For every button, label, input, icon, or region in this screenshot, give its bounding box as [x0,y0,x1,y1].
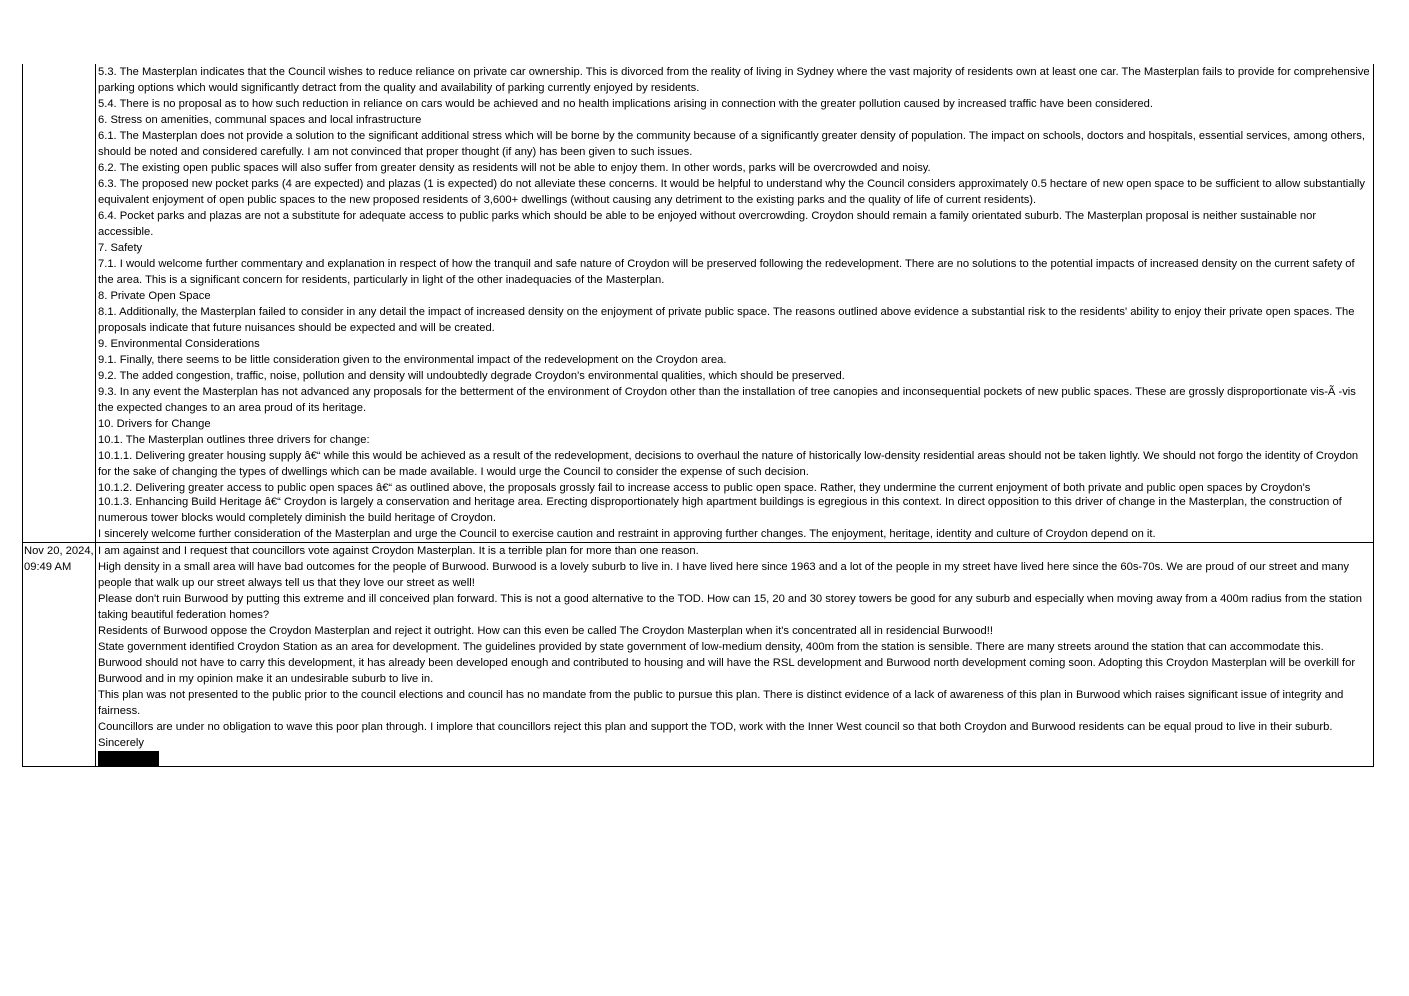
text-line: 5.3. The Masterplan indicates that the Council wishes to reduce reliance on private car ownership. This is divorced from the reality of living in Sydney where the vast majority of residents own at least one car. The Masterplan fails to provide for comprehensive parking options which would significantly detract from the quality and availability of parking currently enjoyed by residents. [98,66,1370,94]
text-line: 8.1. Additionally, the Masterplan failed to consider in any detail the impact of increased density on the enjoyment of private public space. The reasons outlined above evidence a substantial risk to the residents' ability to enjoy their private open spaces. The proposals indicate that future nuisances should be expected and will be created. [98,306,1355,334]
text-line: 10.1.3. Enhancing Build Heritage â€“ Croydon is largely a conservation and heritage area. Erecting disproportionately high apartment buildings is egregious in this context. In direct opposition to this driver of change in the Masterplan, the construction of numerous tower blocks would completely diminish the build heritage of Croydon. [98,496,1342,524]
text-line-clipped: 10.1.2. Delivering greater access to public open spaces â€“ as outlined above, the proposals grossly fail to increase access to public open space. Rather, they undermine the current enjoyment of both private and public open spaces by Croydon's [98,482,1311,494]
date-cell [23,64,95,542]
submission-text-cell [95,64,1373,542]
text-line: 6.1. The Masterplan does not provide a solution to the significant additional stress which will be borne by the community because of a significantly greater density of population. The impact on schools, doctors and hospitals, essential services, among others, should be noted and considered carefully. I am not convinced that proper thought (if any) has been given to such issues. [98,130,1365,158]
text-line: 6.2. The existing open public spaces will also suffer from greater density as residents will not be able to enjoy them. In other words, parks will be overcrowded and noisy. [98,162,931,174]
text-line: This plan was not presented to the public prior to the council elections and council has no mandate from the public to pursue this plan. There is distinct evidence of a lack of awareness of this plan in Burwood which raises significant issue of integrity and fairness. [98,689,1344,717]
text-line: 5.4. There is no proposal as to how such reduction in reliance on cars would be achieved and no health implications arising in connection with the greater pollution caused by increased traffic have been considered. [98,98,1153,110]
redacted-signature [98,751,159,766]
text-line: I sincerely welcome further consideration of the Masterplan and urge the Council to exercise caution and restraint in approving further changes. The enjoyment, heritage, identity and culture of Croydon depend on it. [98,528,1156,540]
table-row [22,542,1374,767]
text-line: Burwood should not have to carry this development, it has already been developed enough and contributed to housing and will have the RSL development and Burwood north development coming soon. Adopting this Croydon Masterplan will be overkill for Burwood and in my opinion make it an undesirable suburb to live in. [98,657,1356,685]
text-line: 10.1.1. Delivering greater housing supply â€“ while this would be achieved as a result of the redevelopment, decisions to overhaul the nature of historically low-density residential areas should not be taken lightly. We should not forgo the identity of Croydon for the sake of changing the types of dwellings which can be made available. I would urge the Council to consider the expense of such decision. [98,450,1359,478]
text-line: 6.3. The proposed new pocket parks (4 are expected) and plazas (1 is expected) do not alleviate these concerns. It would be helpful to understand why the Council considers approximately 0.5 hectare of new open space to be sufficient to allow substantially equivalent enjoyment of open public spaces to the new proposed residents of 3,600+ dwellings (without causing any detriment to the existing parks and the quality of life of current residents). [98,178,1366,206]
text-line: 6. Stress on amenities, communal spaces and local infrastructure [98,114,422,126]
text-line: 9.3. In any event the Masterplan has not advanced any proposals for the betterment of the environment of Croydon other than the installation of tree canopies and inconsequential pockets of new public spaces. These are grossly disproportionate vis-Ã -vis the expected changes to an area proud of its heritage. [98,386,1356,414]
text-line: 7.1. I would welcome further commentary and explanation in respect of how the tranquil and safe nature of Croydon will be preserved following the redevelopment. There are no solutions to the potential impacts of increased density on the current safety of the area. This is a significant concern for residents, particularly in light of the other inadequacies of the Masterplan. [98,258,1355,286]
table-row [22,64,1374,542]
text-line: State government identified Croydon Station as an area for development. The guidelines provided by state government of low-medium density, 400m from the station is sensible. There are many streets around the station that can accommodate this. [98,641,1324,653]
text-line: 9.1. Finally, there seems to be little consideration given to the environmental impact of the redevelopment on the Croydon area. [98,354,727,366]
text-line: Sincerely [98,737,145,749]
text-line: 6.4. Pocket parks and plazas are not a substitute for adequate access to public parks which should be able to be enjoyed without overcrowding. Croydon should remain a family orientated suburb. The Masterplan proposal is neither sustainable nor accessible. [98,210,1317,238]
date-cell: Nov 20, 2024, 09:49 AM [24,545,94,573]
text-line: 10. Drivers for Change [98,418,211,430]
text-line: 8. Private Open Space [98,290,211,302]
text-line: 10.1. The Masterplan outlines three drivers for change: [98,434,370,446]
text-line: 9.2. The added congestion, traffic, noise, pollution and density will undoubtedly degrade Croydon's environmental qualities, which should be preserved. [98,370,845,382]
text-line: Please don't ruin Burwood by putting this extreme and ill conceived plan forward. This is not a good alternative to the TOD. How can 15, 20 and 30 storey towers be good for any suburb and especially when moving away from a 400m radius from the station taking beautiful federation homes? [98,593,1362,621]
text-line: 7. Safety [98,242,143,254]
text-line: Residents of Burwood oppose the Croydon Masterplan and reject it outright. How can this even be called The Croydon Masterplan when it's concentrated all in residencial Burwood!! [98,625,993,637]
text-line: High density in a small area will have bad outcomes for the people of Burwood. Burwood is a lovely suburb to live in. I have lived here since 1963 and a lot of the people in my street have lived here since the 60s-70s. We are proud of our street and many people that walk up our street always tell us that they love our street as well! [98,561,1350,589]
text-line: I am against and I request that councillors vote against Croydon Masterplan. It is a terrible plan for more than one reason. [98,545,699,557]
text-line: 9. Environmental Considerations [98,338,260,350]
submission-text-cell [95,543,1373,766]
text-line: Councillors are under no obligation to wave this poor plan through. I implore that councillors reject this plan and support the TOD, work with the Inner West council so that both Croydon and Burwood residents can be equal proud to live in their suburb. [98,721,1333,733]
submissions-table [22,64,1374,767]
